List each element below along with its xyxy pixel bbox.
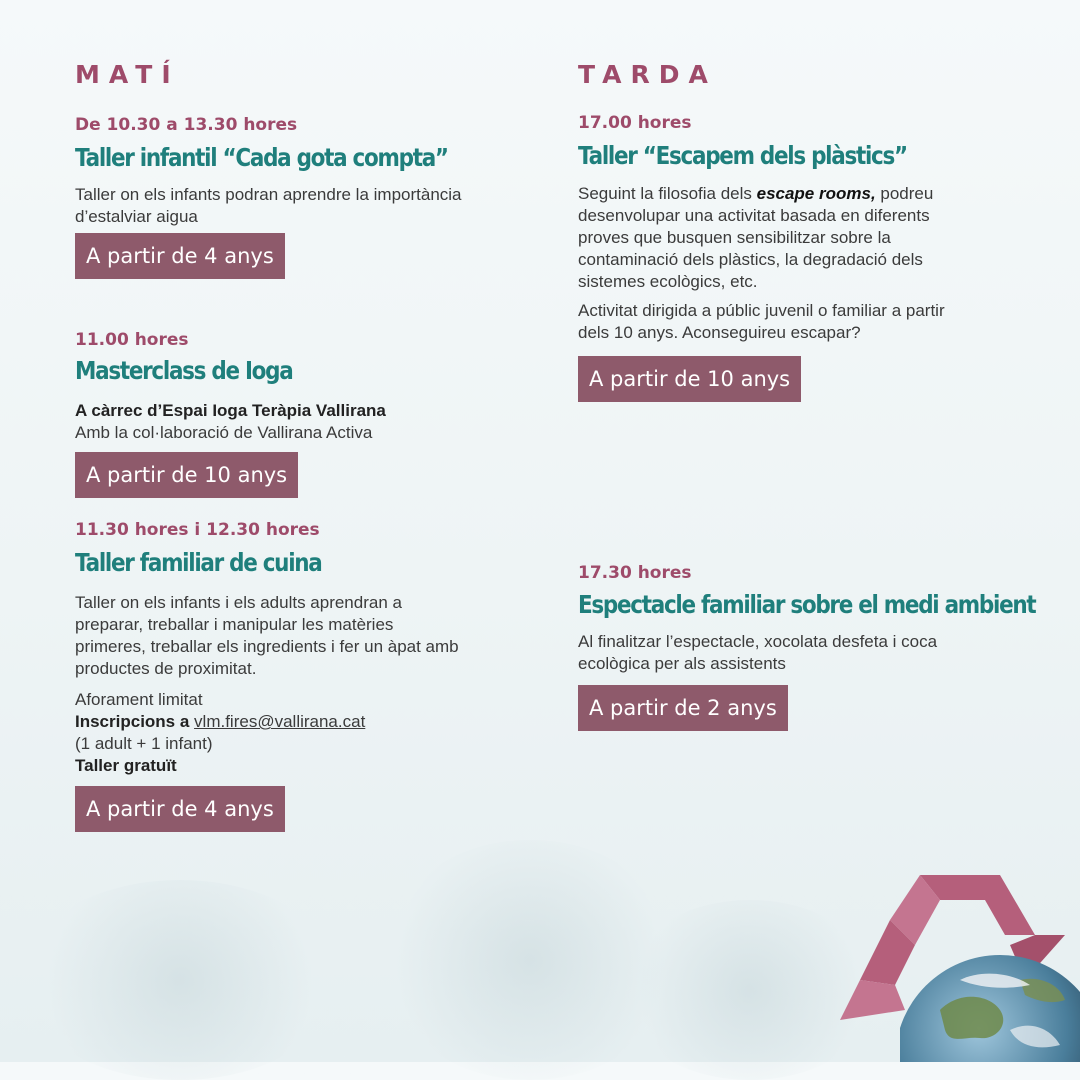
- section-heading-mati: MATÍ: [75, 60, 180, 89]
- registration-email-link[interactable]: vlm.fires@vallirana.cat: [194, 712, 366, 731]
- event-title: Masterclass de Ioga: [75, 356, 293, 385]
- age-badge: A partir de 10 anys: [75, 452, 298, 498]
- earth-globe-icon: [900, 950, 1080, 1062]
- ratio-note: (1 adult + 1 infant): [75, 734, 213, 753]
- event-audience: Activitat dirigida a públic juvenil o familiar a partir dels 10 anys. Aconseguireu escapar?: [578, 301, 945, 342]
- escape-rooms-emphasis: escape rooms,: [756, 184, 876, 203]
- age-badge: A partir de 4 anys: [75, 233, 285, 279]
- event-collaboration: Amb la col·laboració de Vallirana Activa: [75, 423, 373, 442]
- capacity-note: Aforament limitat: [75, 690, 203, 709]
- age-badge: A partir de 2 anys: [578, 685, 788, 731]
- registration-label: Inscripcions a: [75, 712, 195, 731]
- age-badge: A partir de 4 anys: [75, 786, 285, 832]
- event-organizer: A càrrec d’Espai Ioga Teràpia Vallirana: [75, 401, 386, 420]
- event-description: [75, 400, 545, 444]
- event-description: Al finalitzar l’espectacle, xocolata desfeta i coca ecològica per als assistents: [578, 632, 938, 673]
- event-time: 17.00 hores: [578, 113, 692, 133]
- background-texture: [20, 880, 340, 1080]
- event-description: Taller on els infants i els adults aprendran a preparar, treballar i manipular les matèries primeres, treballar els ingredients i fer un àpat amb productes de proximitat.: [75, 593, 459, 678]
- event-time: 11.00 hores: [75, 330, 189, 350]
- event-title: Taller familiar de cuina: [75, 548, 322, 577]
- event-time: 17.30 hores: [578, 563, 692, 583]
- event-time: 11.30 hores i 12.30 hores: [75, 520, 320, 540]
- event-registration: [75, 689, 545, 777]
- event-title: Taller “Escapem dels plàstics”: [578, 141, 907, 170]
- event-time: De 10.30 a 13.30 hores: [75, 115, 298, 135]
- event-description: Taller on els infants podran aprendre la importància d’estalviar aigua: [75, 185, 462, 226]
- section-heading-tarda: TARDA: [578, 60, 717, 89]
- age-badge: A partir de 10 anys: [578, 356, 801, 402]
- free-note: Taller gratuït: [75, 756, 177, 775]
- event-title: Espectacle familiar sobre el medi ambient: [578, 590, 1036, 619]
- event-description: Seguint la filosofia dels escape rooms, podreu desenvolupar una activitat basada en diferents proves que busquen sensibilitzar sobre la contaminació dels plàstics, la degradació dels sistemes ecològics, etc.: [578, 184, 934, 291]
- event-title: Taller infantil “Cada gota compta”: [75, 143, 448, 172]
